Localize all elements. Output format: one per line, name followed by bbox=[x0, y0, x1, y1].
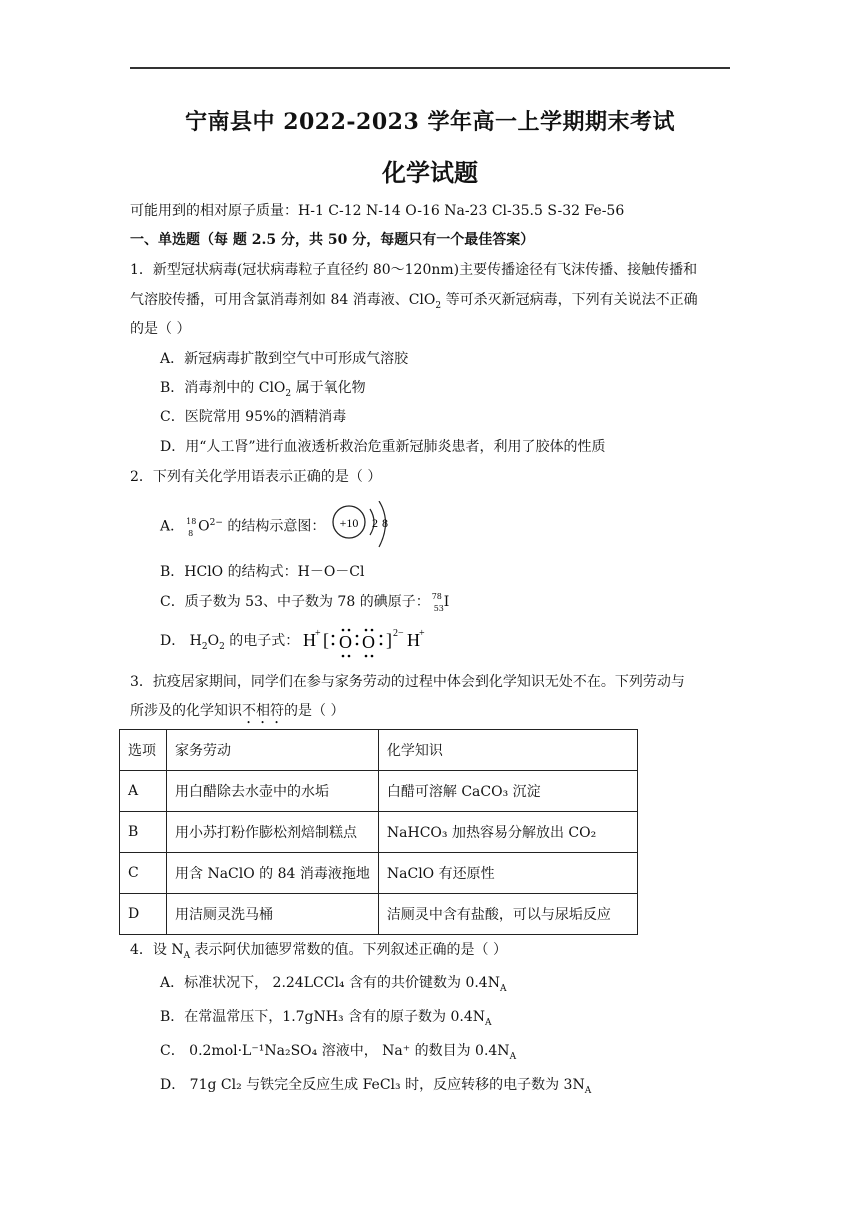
header-rule bbox=[130, 67, 730, 69]
shell1-label: 2 bbox=[372, 516, 378, 530]
table-header-row bbox=[120, 730, 638, 771]
q1-option-c: C．医院常用 95%的酒精消毒 bbox=[160, 409, 347, 425]
q2-option-a: A． 18 8 $O^{2-}$ 的结构示意图： bbox=[160, 516, 326, 538]
atomic-masses: 可能用到的相对原子质量：H-1 C-12 N-14 O-16 Na-23 Cl-35.5 S-32 Fe-56 bbox=[130, 203, 625, 219]
table-cell: 洁厕灵中含有盐酸，可以与尿垢反应 bbox=[378, 894, 637, 935]
section-heading: 一、单选题（每 题 2.5 分，共 50 分，每题只有一个最佳答案） bbox=[130, 232, 535, 248]
svg-text:H: H bbox=[407, 630, 420, 650]
svg-text:[: [ bbox=[323, 630, 329, 650]
q1-option-a: A．新冠病毒扩散到空气中可形成气溶胶 bbox=[160, 351, 409, 367]
q2-option-d: D． $H_2O_2$ 的电子式： bbox=[160, 633, 300, 652]
svg-text:+: + bbox=[419, 628, 425, 639]
svg-text:+: + bbox=[315, 628, 321, 639]
svg-text:H: H bbox=[303, 630, 316, 650]
q1-stem-line2: 气溶胶传播，可用含氯消毒剂如 84 消毒液、ClO$_2$ 等可杀灭新冠病毒，下列有关说法不正确 bbox=[130, 292, 698, 311]
table-row bbox=[120, 853, 638, 894]
electron-formula bbox=[303, 624, 443, 660]
table-header-cell: 选项 bbox=[120, 730, 167, 771]
q3-stem-line1: 3．抗疫居家期间，同学们在参与家务劳动的过程中体会到化学知识无处不在。下列劳动与 bbox=[130, 674, 685, 690]
q4-stem: 4．设 $N_A$ 表示阿伏加德罗常数的值。下列叙述正确的是（ ） bbox=[130, 942, 508, 961]
table-row bbox=[120, 894, 638, 935]
table-header-cell: 化学知识 bbox=[378, 730, 637, 771]
svg-text:]: ] bbox=[386, 630, 392, 650]
q2-option-b: B．HClO 的结构式：H－O－Cl bbox=[160, 564, 365, 580]
q4-option-b: B．在常温常压下，1.7gNH₃ 含有的原子数为 $0.4N_A$ bbox=[160, 1009, 492, 1028]
q4-option-d: D． 71g Cl₂ 与铁完全反应生成 FeCl₃ 时，反应转移的电子数为 $3N_A$ bbox=[160, 1077, 592, 1096]
table-cell: NaHCO₃ 加热容易分解放出 CO₂ bbox=[378, 812, 637, 853]
table-cell: 用小苏打粉作膨松剂焙制糕点 bbox=[167, 812, 379, 853]
q3-stem-line2: 所涉及的化学知识不相符的是（ ） bbox=[130, 703, 345, 719]
table-cell: 白醋可溶解 CaCO₃ 沉淀 bbox=[378, 771, 637, 812]
table-cell: NaClO 有还原性 bbox=[378, 853, 637, 894]
q1-stem-line3: 的是（ ） bbox=[130, 321, 191, 337]
shell2-label: 8 bbox=[382, 516, 388, 530]
atomic-structure-diagram bbox=[330, 501, 410, 551]
table-header-cell: 家务劳动 bbox=[167, 730, 379, 771]
table-cell: 用白醋除去水壶中的水垢 bbox=[167, 771, 379, 812]
table-cell: A bbox=[120, 771, 167, 812]
page-subtitle: 化学试题 bbox=[382, 158, 478, 187]
q1-option-b: B．消毒剂中的 ClO$_2$ 属于氧化物 bbox=[160, 380, 366, 399]
table-row bbox=[120, 812, 638, 853]
q3-table bbox=[119, 729, 638, 935]
q2-stem: 2．下列有关化学用语表示正确的是（ ） bbox=[130, 469, 382, 485]
table-cell: D bbox=[120, 894, 167, 935]
table-cell: B bbox=[120, 812, 167, 853]
table-cell: 用洁厕灵洗马桶 bbox=[167, 894, 379, 935]
nucleus-label: +10 bbox=[339, 516, 359, 530]
page-title: 宁南县中 2022-2023 学年高一上学期期末考试 bbox=[185, 109, 675, 135]
table-row bbox=[120, 771, 638, 812]
svg-text:2−: 2− bbox=[393, 628, 404, 639]
table-cell: 用含 NaClO 的 84 消毒液拖地 bbox=[167, 853, 379, 894]
q2-option-c: C．质子数为 53、中子数为 78 的碘原子： 78 53 I bbox=[160, 592, 450, 613]
q4-option-a: A．标准状况下， 2.24LCCl₄ 含有的共价键数为 $0.4N_A$ bbox=[160, 975, 507, 994]
q4-option-c: C． 0.2mol·L⁻¹Na₂SO₄ 溶液中， Na⁺ 的数目为 $0.4N_A$ bbox=[160, 1043, 517, 1062]
table-cell: C bbox=[120, 853, 167, 894]
q1-stem-line1: 1．新型冠状病毒(冠状病毒粒子直径约 80～120nm)主要传播途径有飞沫传播、接触传播和 bbox=[130, 262, 698, 278]
q1-option-d: D．用“人工肾”进行血液透析救治危重新冠肺炎患者，利用了胶体的性质 bbox=[160, 439, 606, 455]
svg-text:O: O bbox=[362, 632, 375, 652]
svg-text:O: O bbox=[339, 632, 352, 652]
